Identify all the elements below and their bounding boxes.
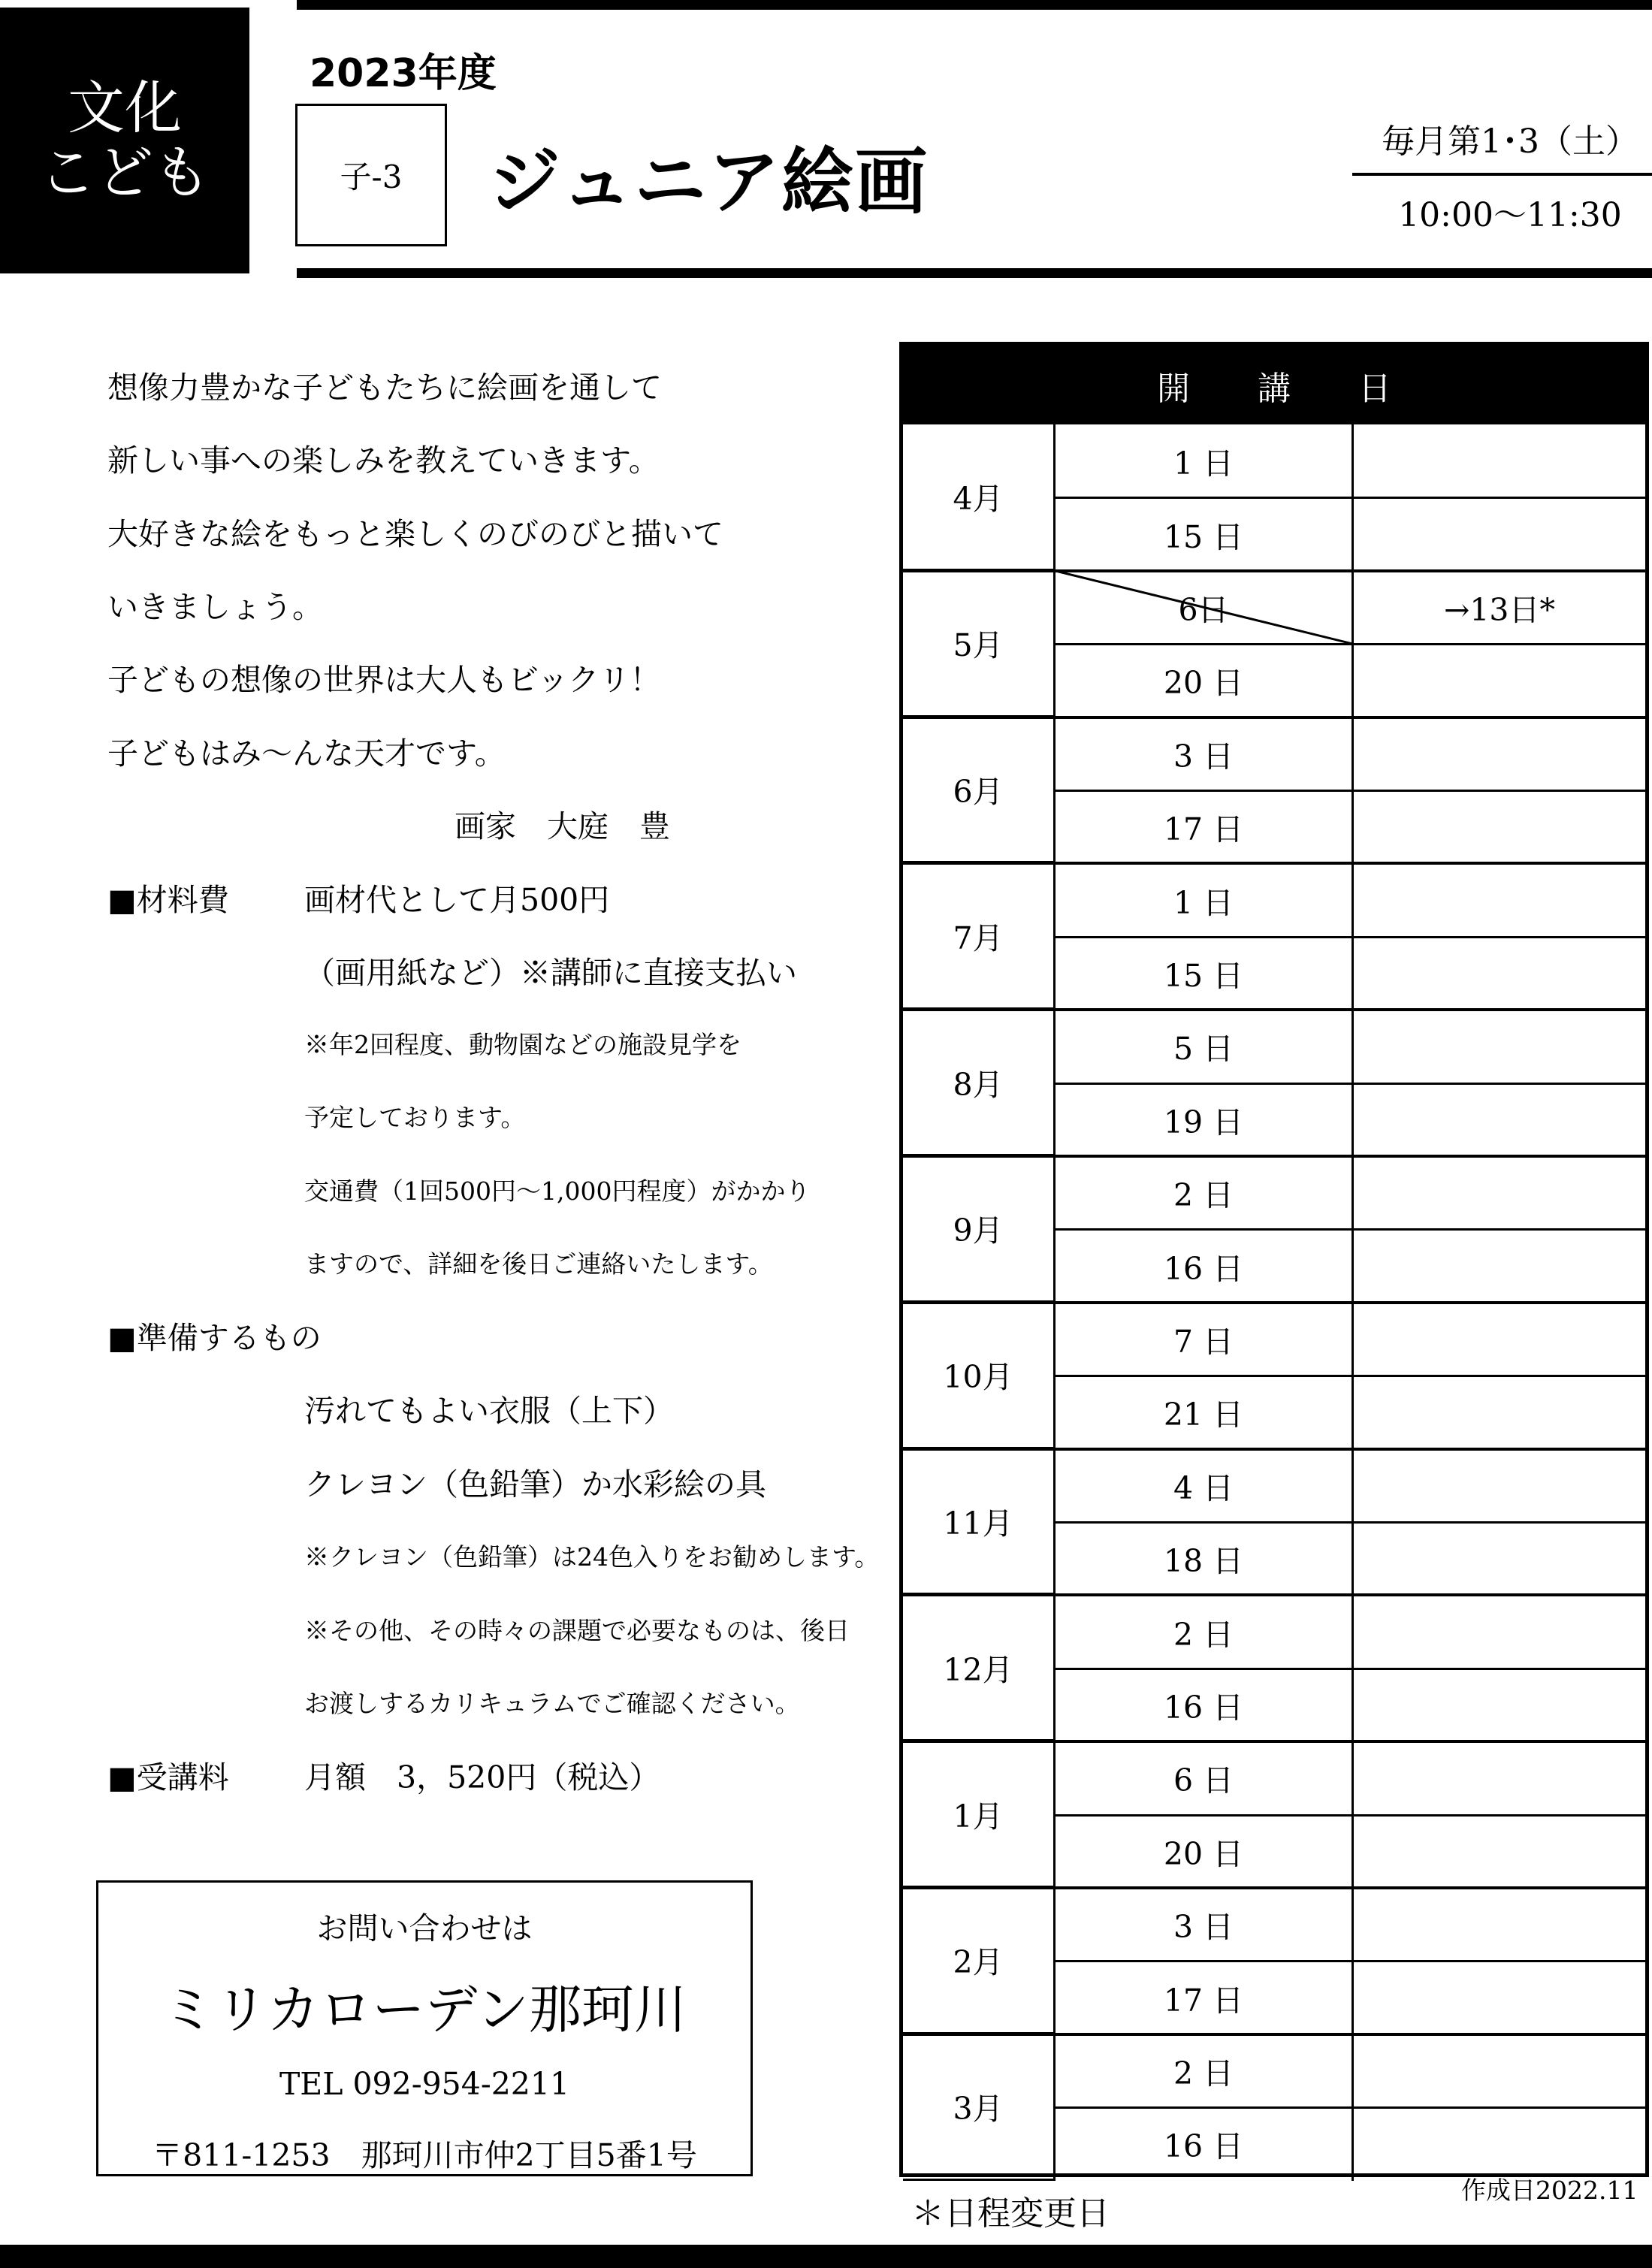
created-date: 作成日2022.11: [1461, 2176, 1638, 2205]
materials-note: 交通費（1回500円～1,000円程度）がかかり: [304, 1176, 811, 1206]
calendar-note: [1354, 790, 1645, 863]
calendar-note: [1354, 424, 1645, 497]
footnote: ＊日程変更日: [911, 2194, 1110, 2233]
calendar-month: 9月: [903, 1156, 1056, 1303]
schedule-divider: [1352, 173, 1652, 176]
preparation-note: お渡しするカリキュラムでご確認ください。: [304, 1689, 800, 1718]
schedule-days: 毎月第1･3（土）: [1382, 122, 1638, 161]
schedule-time: 10:00～11:30: [1398, 196, 1622, 234]
fee-value: 月額 3，520円（税込）: [304, 1759, 660, 1795]
page-title: ジュニア絵画: [488, 140, 929, 224]
contact-box: [96, 1880, 753, 2176]
description-line: 子どもはみ～んな天才です。: [107, 735, 506, 772]
materials-label: ■材料費: [107, 882, 229, 918]
row-divider: [1056, 1668, 1645, 1670]
calendar-note: [1354, 1229, 1645, 1302]
session-calendar: [899, 342, 1649, 2177]
calendar-day: 1 日: [1056, 863, 1354, 936]
badge-line-1: 文化: [68, 74, 182, 141]
row-divider: [1056, 1960, 1645, 1962]
calendar-day: 17 日: [1056, 1961, 1354, 2034]
calendar-month: 3月: [903, 2034, 1056, 2181]
calendar-note: [1354, 1156, 1645, 1229]
calendar-month: 11月: [903, 1449, 1056, 1596]
preparation-item: クレヨン（色鉛筆）か水彩絵の具: [304, 1466, 766, 1502]
calendar-day: 21 日: [1056, 1376, 1354, 1448]
contact-tel: TEL 092-954-2211: [279, 2066, 570, 2102]
calendar-note: [1354, 1010, 1645, 1083]
calendar-note: [1354, 1815, 1645, 1888]
calendar-note: [1354, 1376, 1645, 1448]
row-divider: [1056, 790, 1645, 792]
calendar-header: 開講日: [903, 346, 1645, 424]
preparation-note: ※その他、その時々の課題で必要なものは、後日: [304, 1616, 850, 1645]
calendar-note: →13日*: [1443, 591, 1556, 628]
materials-note: 予定しております。: [304, 1103, 526, 1132]
calendar-day: 6日: [1056, 571, 1354, 644]
row-divider: [1056, 2106, 1645, 2109]
description-line: 子どもの想像の世界は大人もビックリ！: [107, 662, 661, 698]
calendar-note: [1354, 1741, 1645, 1814]
preparation-label: ■準備するもの: [107, 1320, 322, 1356]
calendar-month: 2月: [903, 1888, 1056, 2034]
calendar-note: [1354, 1083, 1645, 1156]
contact-heading: お問い合わせは: [316, 1910, 533, 1946]
calendar-month: 5月: [903, 571, 1056, 717]
row-divider: [1056, 1228, 1645, 1231]
cancelled-date-strike: [1056, 571, 1354, 644]
calendar-day: 16 日: [1056, 1669, 1354, 1741]
calendar-day: 4 日: [1056, 1449, 1354, 1522]
calendar-day: 3 日: [1056, 717, 1354, 790]
header-top-rule: [297, 0, 1652, 10]
fiscal-year: 2023年度: [310, 51, 497, 96]
instructor-name: 画家 大庭 豊: [455, 808, 670, 844]
calendar-note: [1354, 644, 1645, 717]
row-divider: [1056, 936, 1645, 938]
materials-note: ※年2回程度、動物園などの施設見学を: [304, 1030, 741, 1059]
calendar-day: 15 日: [1056, 937, 1354, 1010]
header-bottom-rule: [297, 268, 1652, 278]
contact-address: 〒811-1253 那珂川市仲2丁目5番1号: [152, 2137, 697, 2173]
badge-line-2: こども: [39, 139, 210, 206]
calendar-day: 7 日: [1056, 1303, 1354, 1376]
calendar-note: [1354, 1669, 1645, 1741]
calendar-day: 20 日: [1056, 1815, 1354, 1888]
calendar-month: 1月: [903, 1741, 1056, 1888]
calendar-note: [1354, 2034, 1645, 2107]
materials-line-2: （画用紙など）※講師に直接支払い: [304, 955, 797, 991]
strike-line: [1056, 571, 1354, 644]
row-divider: [1056, 1521, 1645, 1524]
description-line: 大好きな絵をもっと楽しくのびのびと描いて: [107, 516, 723, 552]
calendar-note: [1354, 1522, 1645, 1595]
contact-name: ミリカローデン那珂川: [162, 1979, 687, 2040]
calendar-month: 7月: [903, 863, 1056, 1010]
calendar-day: 19 日: [1056, 1083, 1354, 1156]
calendar-note: [1354, 1961, 1645, 2034]
calendar-month: 12月: [903, 1595, 1056, 1741]
calendar-note: [1354, 497, 1645, 570]
calendar-note: [1354, 2107, 1645, 2180]
calendar-day: 20 日: [1056, 644, 1354, 717]
calendar-month: 8月: [903, 1010, 1056, 1156]
calendar-note: [1354, 717, 1645, 790]
calendar-note: [1354, 1888, 1645, 1961]
calendar-day: 6 日: [1056, 1741, 1354, 1814]
row-divider: [1056, 1814, 1645, 1817]
calendar-month: 6月: [903, 717, 1056, 864]
row-divider: [1056, 1375, 1645, 1377]
calendar-day: 15 日: [1056, 497, 1354, 570]
calendar-day: 2 日: [1056, 1156, 1354, 1229]
calendar-day: 1 日: [1056, 424, 1354, 497]
description-line: いきましょう。: [107, 589, 323, 625]
calendar-day: 2 日: [1056, 1595, 1354, 1668]
preparation-note: ※クレヨン（色鉛筆）は24色入りをお勧めします。: [304, 1542, 880, 1572]
description-line: 想像力豊かな子どもたちに絵画を通して: [107, 370, 662, 406]
row-divider: [1056, 497, 1645, 499]
calendar-day: 2 日: [1056, 2034, 1354, 2107]
footer-rule: [0, 2245, 1652, 2268]
calendar-note: [1354, 1449, 1645, 1522]
calendar-note: [1354, 1595, 1645, 1668]
materials-note: ますので、詳細を後日ご連絡いたします。: [304, 1249, 773, 1279]
calendar-note: [1354, 1303, 1645, 1376]
category-badge: [0, 8, 249, 273]
calendar-note: [1354, 937, 1645, 1010]
description-line: 新しい事への楽しみを教えていきます。: [107, 442, 660, 479]
calendar-day: 18 日: [1056, 1522, 1354, 1595]
calendar-day: 16 日: [1056, 1229, 1354, 1302]
calendar-day: 17 日: [1056, 790, 1354, 863]
row-divider: [1056, 1083, 1645, 1085]
calendar-month: 10月: [903, 1303, 1056, 1449]
calendar-day: 16 日: [1056, 2107, 1354, 2180]
materials-line-1: 画材代として月500円: [304, 882, 610, 918]
calendar-note: [1354, 863, 1645, 936]
calendar-month: 4月: [903, 424, 1056, 571]
calendar-day: 5 日: [1056, 1010, 1354, 1083]
fee-label: ■受講料: [107, 1759, 229, 1795]
preparation-item: 汚れてもよい衣服（上下）: [304, 1393, 674, 1429]
calendar-day: 3 日: [1056, 1888, 1354, 1961]
course-code: 子-3: [295, 104, 447, 246]
